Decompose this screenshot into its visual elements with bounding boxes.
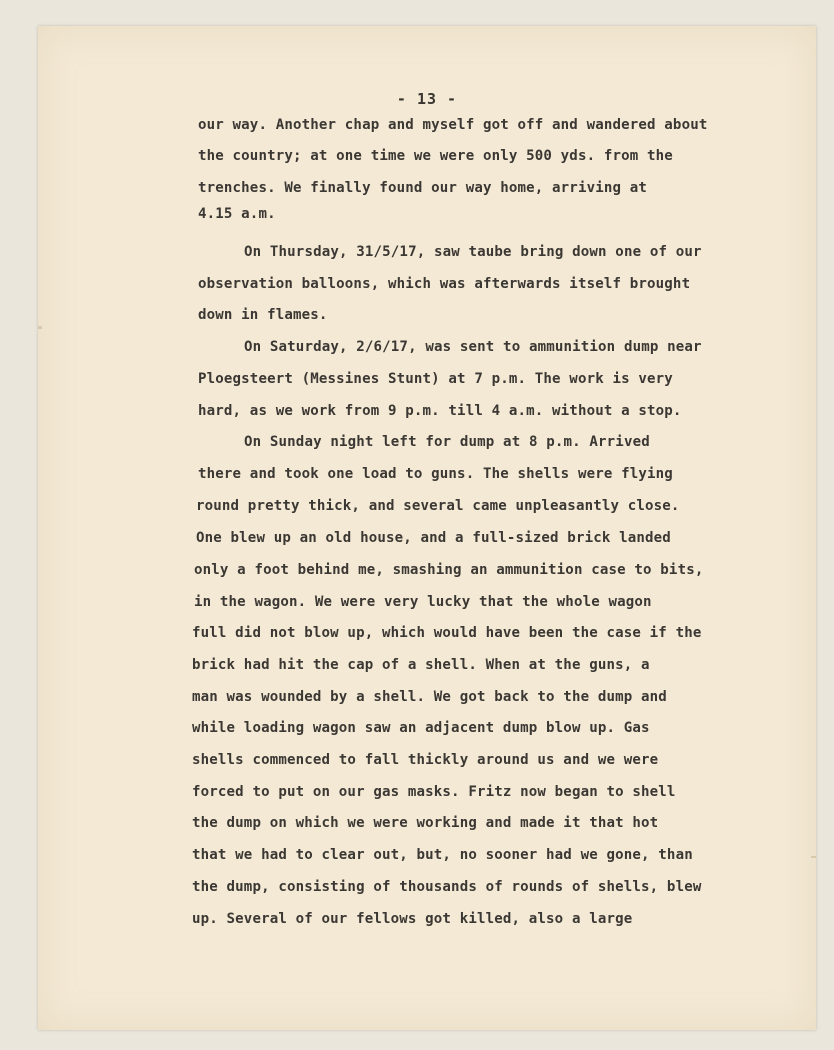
text-line: forced to put on our gas masks. Fritz now began to shell [192, 784, 676, 800]
text-line: there and took one load to guns. The shells were flying [198, 466, 673, 482]
text-line: 4.15 a.m. [198, 206, 276, 222]
text-line: trenches. We finally found our way home, arriving at [198, 180, 648, 196]
document-page [38, 26, 816, 1030]
text-line: Ploegsteert (Messines Stunt) at 7 p.m. The work is very [198, 371, 673, 387]
text-line: shells commenced to fall thickly around us and we were [192, 752, 659, 768]
text-line: round pretty thick, and several came unpleasantly close. [196, 498, 680, 514]
text-line: man was wounded by a shell. We got back to the dump and [192, 689, 667, 705]
text-line: the country; at one time we were only 500 yds. from the [198, 148, 673, 164]
text-line: observation balloons, which was afterwards itself brought [198, 276, 691, 292]
text-line: the dump, consisting of thousands of rounds of shells, blew [192, 879, 702, 895]
text-line: hard, as we work from 9 p.m. till 4 a.m. without a stop. [198, 403, 682, 419]
text-line: brick had hit the cap of a shell. When at the guns, a [192, 657, 650, 673]
page-number: - 13 - [396, 90, 458, 108]
paper-edge-mark [38, 326, 42, 329]
text-line: that we had to clear out, but, no sooner had we gone, than [192, 847, 693, 863]
text-line: our way. Another chap and myself got off and wandered about [198, 117, 708, 133]
text-line: up. Several of our fellows got killed, also a large [192, 911, 633, 927]
text-line: the dump on which we were working and made it that hot [192, 815, 659, 831]
text-line: One blew up an old house, and a full-sized brick landed [196, 530, 671, 546]
text-line: On Sunday night left for dump at 8 p.m. Arrived [244, 434, 650, 450]
text-line: in the wagon. We were very lucky that the whole wagon [194, 594, 652, 610]
text-line: only a foot behind me, smashing an ammunition case to bits, [194, 562, 704, 578]
text-line: full did not blow up, which would have been the case if the [192, 625, 702, 641]
text-line: down in flames. [198, 307, 328, 323]
paper-edge-mark [811, 856, 816, 858]
text-line: On Thursday, 31/5/17, saw taube bring down one of our [244, 244, 702, 260]
text-line: while loading wagon saw an adjacent dump blow up. Gas [192, 720, 650, 736]
text-line: On Saturday, 2/6/17, was sent to ammunition dump near [244, 339, 702, 355]
